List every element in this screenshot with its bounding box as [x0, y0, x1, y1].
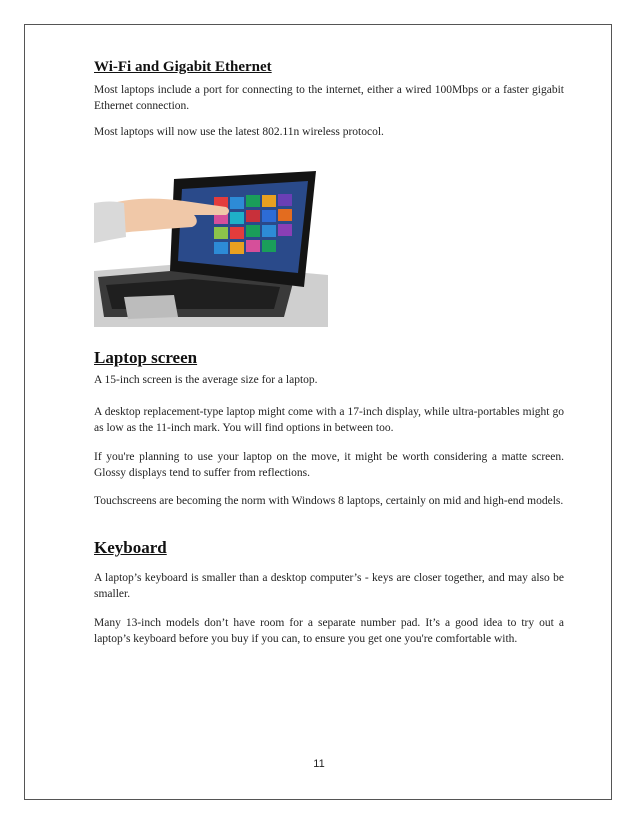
screen-paragraph-4: Touchscreens are becoming the norm with Windows 8 laptops, certainly on mid and high-end models.: [94, 495, 564, 507]
page-number: 11: [313, 758, 325, 770]
keyboard-paragraph-2: Many 13-inch models don’t have room for a separate number pad. It’s a good idea to try out a laptop’s keyboard before you buy if you can, to ensure you get one you're comfortable with.: [94, 617, 564, 645]
screen-paragraph-3: If you're planning to use your laptop on the move, it might be worth considering a matte screen. Glossy displays tend to suffer from reflections.: [94, 451, 564, 479]
laptop-touchscreen-photo: [94, 167, 328, 327]
heading-keyboard: Keyboard: [94, 538, 167, 557]
wifi-paragraph-1: Most laptops include a port for connecting to the internet, either a wired 100Mbps or a faster gigabit Ethernet connection.: [94, 84, 564, 112]
screen-paragraph-1: A 15-inch screen is the average size for a laptop.: [94, 374, 318, 386]
page-content: [94, 50, 564, 750]
wifi-paragraph-2: Most laptops will now use the latest 802.11n wireless protocol.: [94, 126, 384, 138]
keyboard-paragraph-1: A laptop’s keyboard is smaller than a desktop computer’s - keys are closer together, and may also be smaller.: [94, 572, 564, 600]
heading-laptop-screen: Laptop screen: [94, 348, 198, 367]
heading-wifi: Wi-Fi and Gigabit Ethernet: [94, 59, 272, 75]
screen-paragraph-2: A desktop replacement-type laptop might come with a 17-inch display, while ultra-portables might go as low as the 11-inch mark. You will find options in between too.: [94, 406, 564, 434]
